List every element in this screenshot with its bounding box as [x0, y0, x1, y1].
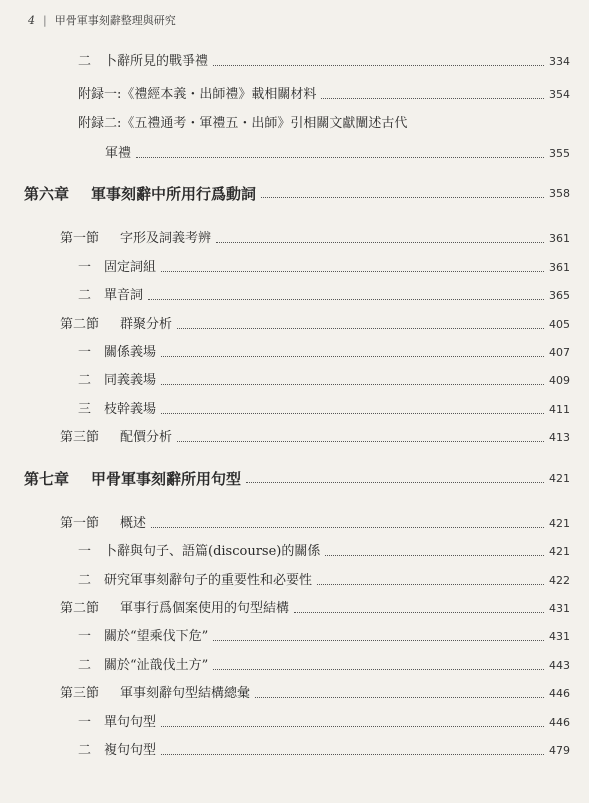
section-number: 第三節 [60, 430, 100, 445]
toc-item-7-2-1[interactable] [0, 626, 589, 648]
entry-number: 三 [78, 402, 92, 417]
toc-entry-ch5-sub2[interactable] [0, 51, 589, 73]
entry-page: 431 [549, 630, 570, 643]
entry-number: 一 [78, 544, 92, 559]
running-head [28, 12, 176, 28]
toc-item-7-3-2[interactable] [0, 740, 589, 762]
toc-item-7-2-2[interactable] [0, 655, 589, 677]
chapter-title: 甲骨軍事刻辭所用句型 [91, 470, 242, 488]
page-number: 4 [28, 14, 35, 27]
entry-number: 一 [78, 715, 92, 730]
dot-leader [177, 440, 544, 442]
section-title: 軍事刻辭句型結構總彙 [120, 686, 251, 701]
toc-section-7-2[interactable] [0, 598, 589, 620]
entry-title: 關於“望乘伐下危” [104, 629, 209, 644]
dot-leader [213, 668, 544, 670]
entry-title: 卜辭所見的戰爭禮 [104, 54, 209, 69]
entry-title: 單句句型 [104, 715, 157, 730]
section-number: 第一節 [60, 516, 100, 531]
chapter-number: 第七章 [24, 470, 70, 488]
entry-title: 同義義場 [104, 373, 157, 388]
dot-leader [161, 383, 544, 385]
toc-section-7-1[interactable] [0, 513, 589, 535]
dot-leader [294, 611, 544, 613]
toc-item-7-1-2[interactable] [0, 570, 589, 592]
toc-item-7-1-1[interactable] [0, 541, 589, 563]
entry-page: 411 [549, 403, 570, 416]
entry-page: 354 [549, 88, 570, 101]
dot-leader [161, 270, 544, 272]
toc-item-7-3-1[interactable] [0, 712, 589, 734]
toc-section-6-1[interactable] [0, 228, 589, 250]
dot-leader [151, 526, 544, 528]
chapter-number: 第六章 [24, 185, 70, 203]
section-page: 446 [549, 687, 570, 700]
dot-leader [321, 97, 544, 99]
dot-leader [246, 481, 544, 483]
entry-number: 一 [78, 345, 92, 360]
toc-item-6-2-3[interactable] [0, 399, 589, 421]
dot-leader [161, 412, 544, 414]
section-page: 361 [549, 232, 570, 245]
chapter-page: 358 [549, 187, 570, 200]
chapter-page: 421 [549, 472, 570, 485]
entry-number: 二 [78, 288, 92, 303]
entry-number: 二 [78, 573, 92, 588]
section-title: 概述 [120, 516, 147, 531]
section-title: 群聚分析 [120, 317, 173, 332]
header-separator: | [43, 14, 47, 27]
toc-section-6-3[interactable] [0, 427, 589, 449]
entry-page: 361 [549, 261, 570, 274]
entry-page: 365 [549, 289, 570, 302]
entry-title: 固定詞組 [104, 260, 157, 275]
dot-leader [177, 327, 544, 329]
section-page: 413 [549, 431, 570, 444]
section-number: 第二節 [60, 601, 100, 616]
entry-title: 單音詞 [104, 288, 144, 303]
toc-entry-appendix2[interactable] [0, 113, 589, 135]
entry-number: 二 [78, 54, 92, 69]
entry-number: 二 [78, 658, 92, 673]
toc-item-6-2-2[interactable] [0, 370, 589, 392]
toc-item-6-1-1[interactable] [0, 257, 589, 279]
dot-leader [261, 196, 544, 198]
dot-leader [161, 725, 544, 727]
entry-number: 一 [78, 629, 92, 644]
section-page: 431 [549, 602, 570, 615]
entry-number: 二 [78, 373, 92, 388]
toc-chapter-7[interactable] [0, 468, 589, 490]
toc-item-6-2-1[interactable] [0, 342, 589, 364]
toc-entry-appendix2-cont[interactable] [0, 143, 589, 165]
entry-title-line2: 軍禮 [105, 146, 132, 161]
entry-title: 複句句型 [104, 743, 157, 758]
toc-section-6-2[interactable] [0, 314, 589, 336]
dot-leader [317, 583, 544, 585]
entry-title: 研究軍事刻辭句子的重要性和必要性 [104, 573, 313, 588]
dot-leader [255, 696, 544, 698]
entry-page: 446 [549, 716, 570, 729]
entry-title: 卜辭與句子、語篇(discourse)的關係 [104, 544, 321, 559]
dot-leader [213, 64, 544, 66]
entry-number: 二 [78, 743, 92, 758]
entry-title: 關係義場 [104, 345, 157, 360]
chapter-title: 軍事刻辭中所用行爲動詞 [91, 185, 257, 203]
entry-page: 443 [549, 659, 570, 672]
toc-entry-appendix1[interactable] [0, 84, 589, 106]
entry-title: 枝幹義場 [104, 402, 157, 417]
dot-leader [325, 554, 544, 556]
dot-leader [136, 156, 544, 158]
section-page: 421 [549, 517, 570, 530]
section-page: 405 [549, 318, 570, 331]
entry-page: 422 [549, 574, 570, 587]
toc-chapter-6[interactable] [0, 183, 589, 205]
section-number: 第一節 [60, 231, 100, 246]
entry-page: 421 [549, 545, 570, 558]
section-title: 軍事行爲個案使用的句型結構 [120, 601, 290, 616]
dot-leader [161, 355, 544, 357]
dot-leader [213, 639, 544, 641]
entry-number: 一 [78, 260, 92, 275]
entry-title: 附録一:《禮經本義・出師禮》載相關材料 [78, 87, 317, 102]
book-title: 甲骨軍事刻辭整理與研究 [54, 14, 176, 27]
entry-page: 407 [549, 346, 570, 359]
toc-item-6-1-2[interactable] [0, 285, 589, 307]
dot-leader [161, 753, 544, 755]
dot-leader [148, 298, 544, 300]
entry-page: 479 [549, 744, 570, 757]
section-title: 配價分析 [120, 430, 173, 445]
section-title: 字形及詞義考辨 [120, 231, 212, 246]
dot-leader [216, 241, 544, 243]
entry-title: 關於“沚戠伐土方” [104, 658, 209, 673]
section-number: 第三節 [60, 686, 100, 701]
entry-title-line1: 附録二:《五禮通考・軍禮五・出師》引相關文獻闡述古代 [78, 116, 408, 131]
entry-page: 355 [549, 147, 570, 160]
section-number: 第二節 [60, 317, 100, 332]
entry-page: 334 [549, 55, 570, 68]
toc-section-7-3[interactable] [0, 683, 589, 705]
entry-page: 409 [549, 374, 570, 387]
